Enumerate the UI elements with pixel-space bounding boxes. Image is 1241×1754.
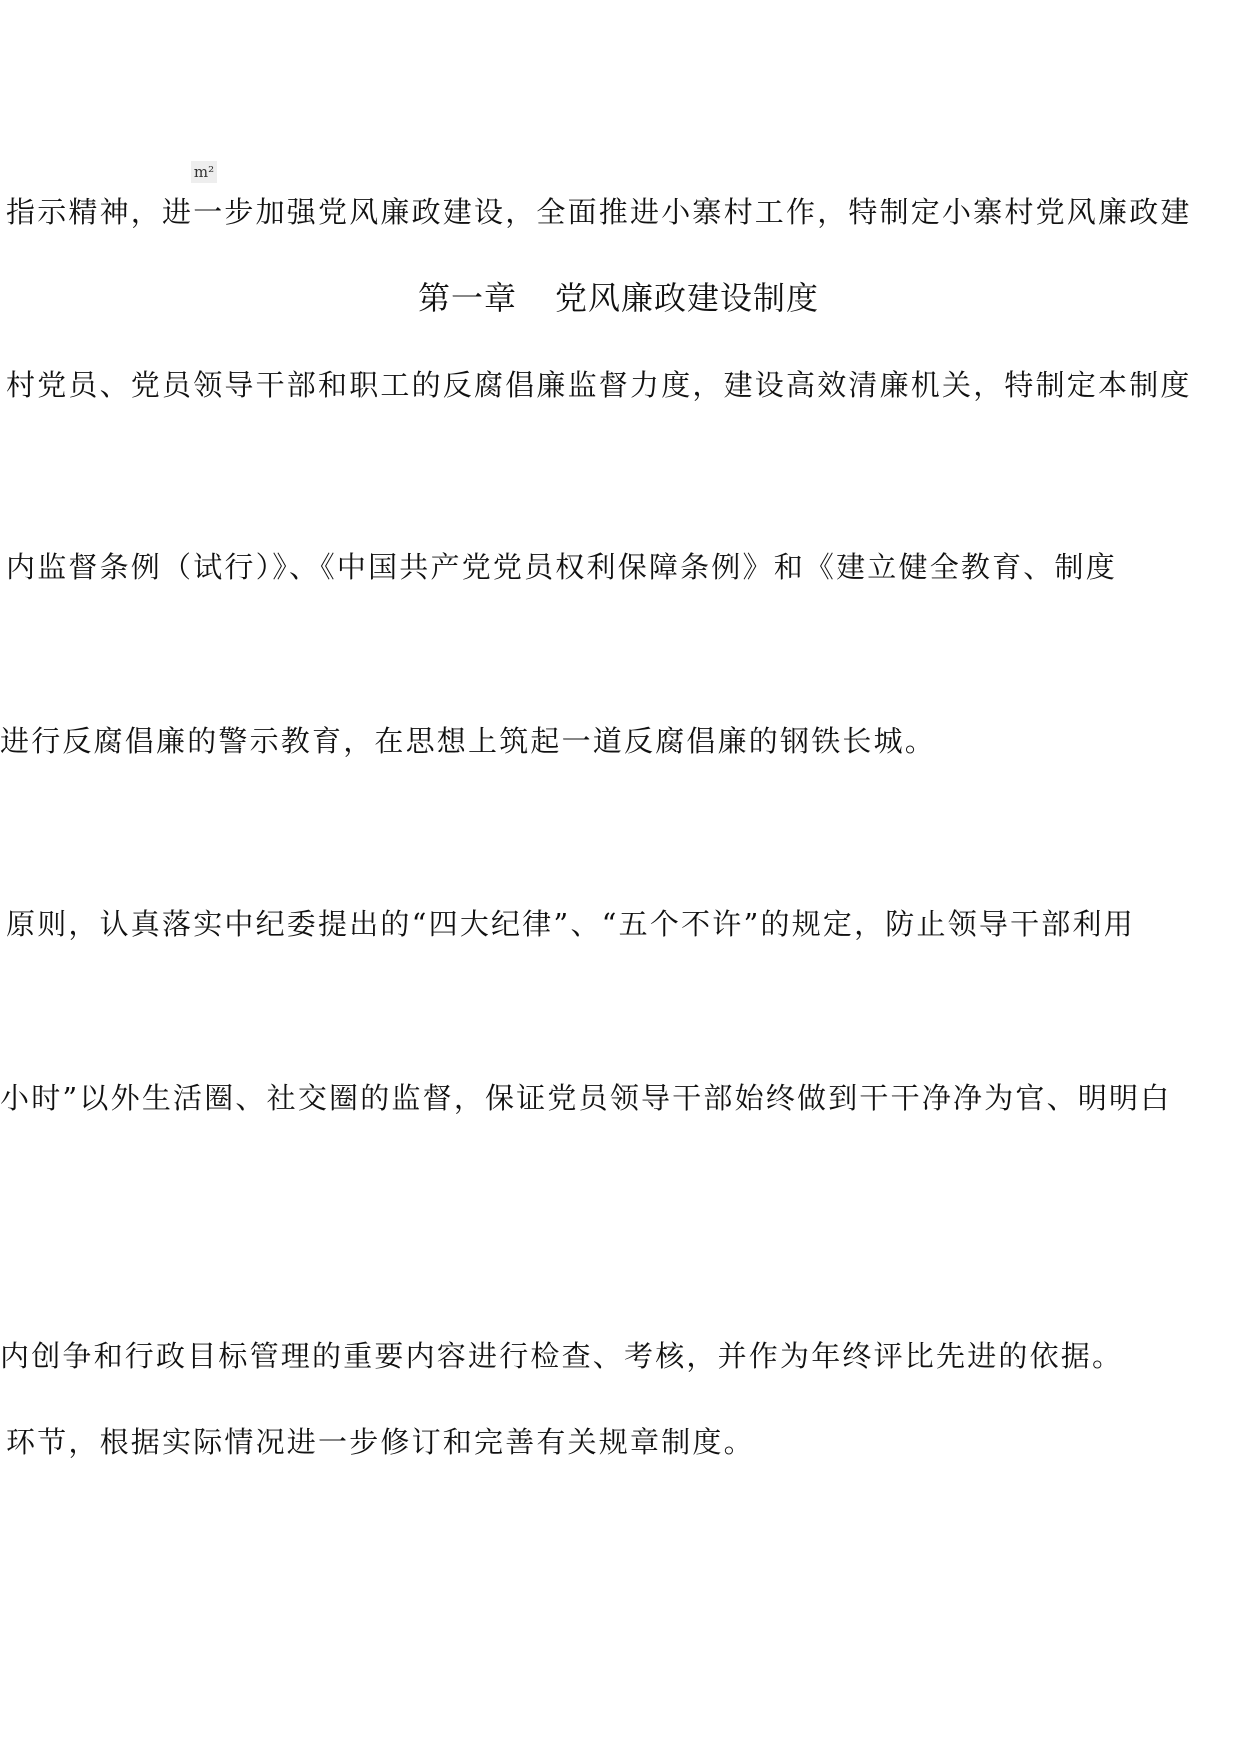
- body-line-5: 原则，认真落实中纪委提出的“四大纪律”、“五个不许”的规定，防止领导干部利用: [6, 907, 1135, 941]
- body-line-8: 环节，根据实际情况进一步修订和完善有关规章制度。: [6, 1425, 755, 1459]
- body-line-1: 指示精神，进一步加强党风廉政建设，全面推进小寨村工作，特制定小寨村党风廉政建: [6, 195, 1192, 229]
- chapter-heading: [418, 278, 819, 318]
- body-line-3: 内监督条例（试行）》、《中国共产党党员权利保障条例》和《建立健全教育、制度: [6, 550, 1117, 584]
- body-line-7: 内创争和行政目标管理的重要内容进行检查、考核，并作为年终评比先进的依据。: [0, 1339, 1124, 1373]
- area-unit-mark: m²: [191, 161, 217, 183]
- body-line-6: 小时”以外生活圈、社交圈的监督，保证党员领导干部始终做到干干净净为官、明明白: [0, 1081, 1172, 1115]
- body-line-2: 村党员、党员领导干部和职工的反腐倡廉监督力度，建设高效清廉机关，特制定本制度: [6, 368, 1192, 402]
- chapter-number: 第一章: [418, 279, 518, 317]
- chapter-title: 党风廉政建设制度: [555, 279, 820, 317]
- body-line-4: 进行反腐倡廉的警示教育，在思想上筑起一道反腐倡廉的钢铁长城。: [0, 724, 937, 758]
